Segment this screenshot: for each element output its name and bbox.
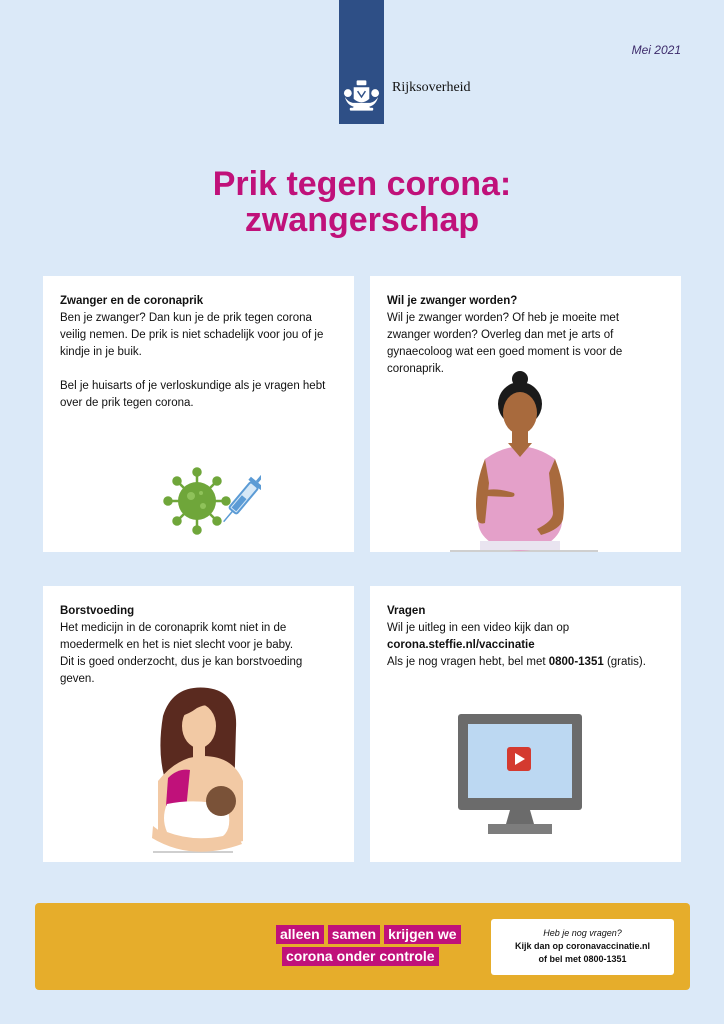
card-heading: Borstvoeding [60, 605, 135, 617]
publication-date: Mei 2021 [631, 43, 681, 57]
organization-name: Rijksoverheid [392, 80, 471, 95]
contact-info-box [491, 919, 674, 975]
campaign-slogan [276, 925, 461, 969]
info-question: Heb je nog vragen? [543, 928, 622, 938]
slogan-word: krijgen we [384, 925, 460, 944]
slogan-word: samen [328, 925, 380, 944]
card-text: Wil je zwanger worden? Of heb je moeite met zwanger worden? Overleg dan met je arts of gynaecoloog wat een goed moment is voor de coronaprik. [387, 312, 623, 375]
card-text: Dit is goed onderzocht, dus je kan borstvoeding geven. [60, 656, 303, 685]
slogan-word: corona onder controle [282, 947, 439, 966]
phone-number[interactable]: 0800-1351 [548, 656, 604, 668]
card-breastfeeding [43, 586, 354, 862]
footer-banner [35, 903, 690, 990]
card-text: Het medicijn in de coronaprik komt niet in de moedermelk en het is niet slecht voor je baby. [60, 622, 294, 651]
card-text: Ben je zwanger? Dan kun je de prik tegen corona veilig nemen. De prik is niet schadelijk voor jou of je kindje in je buik. [60, 312, 324, 358]
card-heading: Vragen [387, 605, 426, 617]
slogan-word: alleen [276, 925, 324, 944]
page-title-line1: Prik tegen corona: [212, 165, 512, 203]
card-text: Bel je huisarts of je verloskundige als je vragen hebt over de prik tegen corona. [60, 380, 326, 409]
breastfeeding-illustration [143, 686, 253, 856]
page-title [0, 166, 724, 238]
virus-and-syringe-icon [161, 466, 261, 536]
page-title-line2: zwangerschap [244, 201, 480, 239]
info-website[interactable]: Kijk dan op coronavaccinatie.nl [514, 941, 651, 951]
video-monitor-icon [458, 714, 584, 838]
card-pregnant-vaccine [43, 276, 354, 552]
card-questions [370, 586, 681, 862]
info-phone[interactable]: of bel met 0800-1351 [538, 954, 627, 964]
video-link[interactable]: corona.steffie.nl/vaccinatie [387, 639, 535, 651]
pregnant-woman-illustration [450, 371, 600, 552]
coat-of-arms-icon [342, 78, 381, 114]
card-text: Als je nog vragen hebt, bel met 0800-1351 (gratis). [387, 656, 646, 668]
card-text: Wil je uitleg in een video kijk dan op [387, 622, 570, 634]
card-heading: Wil je zwanger worden? [387, 295, 518, 307]
card-want-pregnant [370, 276, 681, 552]
card-heading: Zwanger en de coronaprik [60, 295, 204, 307]
logo-band [339, 0, 384, 124]
